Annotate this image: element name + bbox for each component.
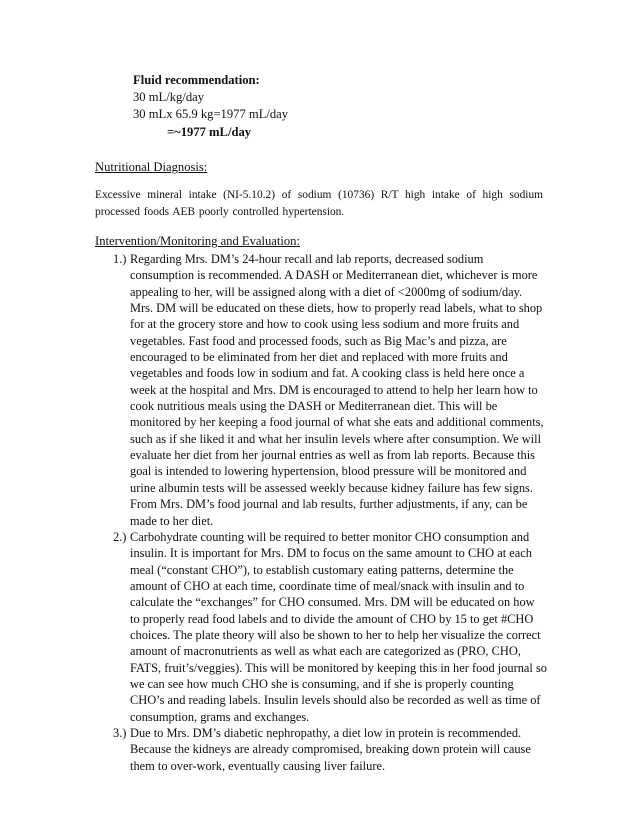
list-item-text: Due to Mrs. DM’s diabetic nephropathy, a diet low in protein is recommended. Because the kidneys are already compromised, breaking down protein will cause them to over-work, eventually causing liver failure. xyxy=(130,725,531,773)
list-item-number: 2.) xyxy=(113,529,127,544)
list-item-number: 3.) xyxy=(113,725,127,740)
list-item xyxy=(95,529,547,725)
fluid-line-2: 30 mLx 65.9 kg=1977 mL/day xyxy=(133,107,289,122)
list-item-text: Regarding Mrs. DM’s 24-hour recall and lab reports, decreased sodium consumption is recommended. A DASH or Mediterranean diet, whichever is more appealing to her, will be assigned along with a diet of <2000mg of sodium/day. Mrs. DM will be educated on these diets, how to properly read labels, what to shop for at the grocery store and how to cook using less sodium and more fruits and vegetables. Fast food and processed foods, such as Big Mac’s and pizza, are encouraged to be eliminated from her diet and replaced with more fruits and vegetables and foods low in sodium and fat. A cooking class is held here once a week at the hospital and Mrs. DM is encouraged to attend to help her learn how to cook nutritious meals using the DASH or Mediterranean diet. This will be monitored by her keeping a food journal of what she eats and additional comments, such as if she liked it and what her insulin levels where after consumption. We will evaluate her diet from her journal entries as well as from lab reports. Because this goal is intended to lowering hypertension, blood pressure will be monitored and urine albumin tests will be assessed weekly because kidney failure has few signs. From Mrs. DM’s food journal and lab results, further adjustments, if any, can be made to her diet. xyxy=(130,252,544,528)
list-item xyxy=(95,251,547,529)
fluid-recommendation xyxy=(133,72,288,141)
list-item xyxy=(95,725,547,774)
fluid-heading: Fluid recommendation: xyxy=(133,73,260,87)
fluid-result: =~1977 mL/day xyxy=(167,124,252,139)
nutritional-diagnosis-title: Nutritional Diagnosis: xyxy=(95,160,208,174)
nutritional-diagnosis-text: Excessive mineral intake (NI-5.10.2) of sodium (10736) R/T high intake of high sodium processed foods AEB poorly controlled hypertension. xyxy=(95,189,543,218)
list-item-text: Carbohydrate counting will be required to better monitor CHO consumption and insulin. It is important for Mrs. DM to focus on the same amount to CHO at each meal (“constant CHO”), to establish customary eating patterns, determine the amount of CHO at each time, coordinate time of meal/snack with insulin and to calculate the “exchanges” for CHO consumed. Mrs. DM will be educated on how to properly read food labels and to divide the amount of CHO by 15 to get #CHO choices. The plate theory will also be shown to her to help her visualize the correct amount of macronutrients as well as what each are categorized as (PRO, CHO, FATS, fruit’s/veggies). This will be monitored by keeping this in her food journal so we can see how much CHO she is consuming, and if she is properly counting CHO’s and reading labels. Insulin levels should also be recorded as well as time of consumption, grams and exchanges. xyxy=(130,529,547,724)
fluid-line-1: 30 mL/kg/day xyxy=(133,90,205,105)
intervention-title: Intervention/Monitoring and Evaluation: xyxy=(95,234,300,248)
list-item-number: 1.) xyxy=(113,252,127,266)
intervention-list xyxy=(95,251,547,774)
